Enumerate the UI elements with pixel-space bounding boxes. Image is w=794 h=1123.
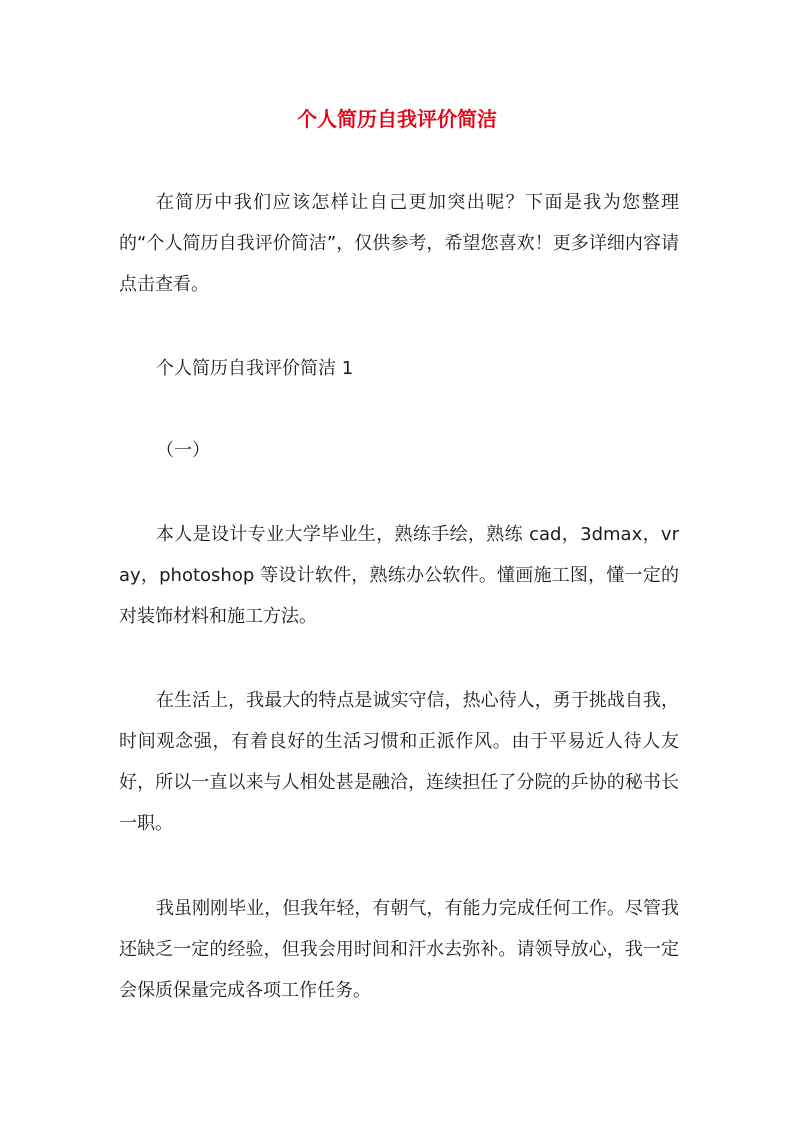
subsection-marker: （一）: [156, 440, 210, 461]
body-paragraph: 在生活上，我最大的特点是诚实守信，热心待人，勇于挑战自我，时间观念强，有着良好的生活习惯和正派作风。由于平易近人待人友好，所以一直以来与人相处甚是融洽，连续担任了分院的乒协的秘书长一职。: [119, 690, 679, 834]
body-paragraph: 本人是设计专业大学毕业生，熟练手绘，熟练 cad，3dmax，vray，photoshop 等设计软件，熟练办公软件。懂画施工图，懂一定的对装饰材料和施工方法。: [119, 524, 679, 627]
body-paragraph: 我虽刚刚毕业，但我年轻，有朝气，有能力完成任何工作。尽管我还缺乏一定的经验，但我会用时间和汗水去弥补。请领导放心，我一定会保质保量完成各项工作任务。: [119, 898, 679, 1001]
intro-paragraph: 在简历中我们应该怎样让自己更加突出呢？下面是我为您整理的“个人简历自我评价简洁”，仅供参考，希望您喜欢！更多详细内容请点击查看。: [119, 192, 679, 295]
document-title: 个人简历自我评价简洁: [297, 107, 497, 131]
section-heading: 个人简历自我评价简洁 1: [156, 358, 354, 379]
